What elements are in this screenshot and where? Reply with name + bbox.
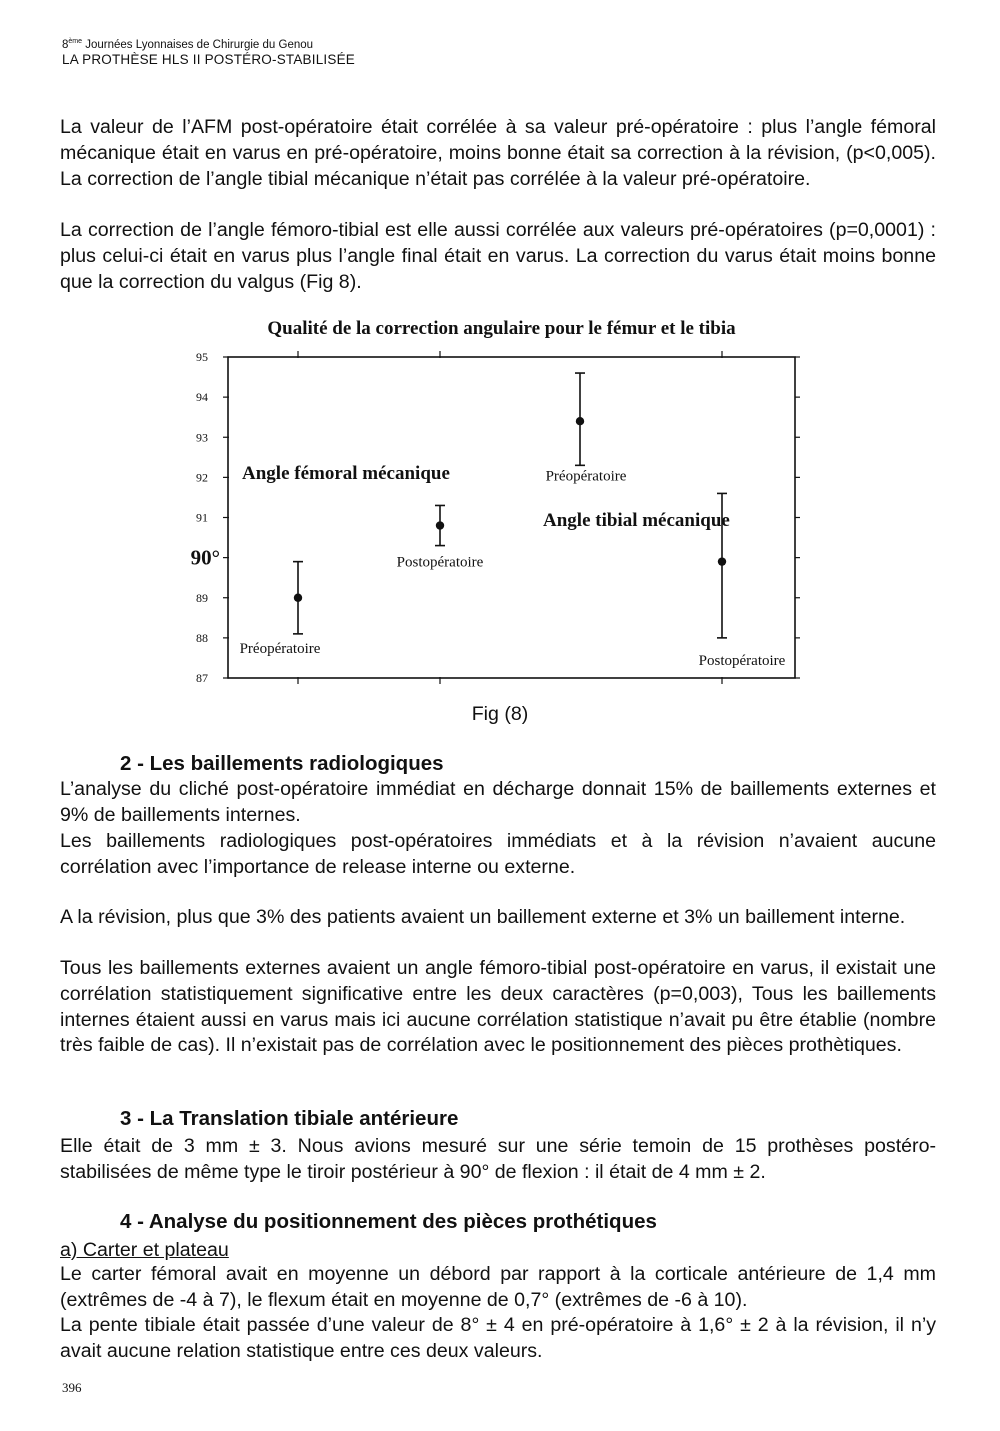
y-tick-label: 95 bbox=[196, 350, 208, 364]
y-tick-label: 92 bbox=[196, 470, 208, 485]
section-2-paragraph-3: A la révision, plus que 3% des patients avaient un baillement externe et 3% un baillement interne. bbox=[60, 906, 906, 928]
mean-point bbox=[294, 594, 302, 602]
point-label: Préopératoire bbox=[239, 640, 321, 657]
section-4-heading: 4 - Analyse du positionnement des pièces prothétiques bbox=[120, 1210, 657, 1233]
mean-point bbox=[576, 417, 584, 425]
chapter-title: LA PROTHÈSE HLS II POSTÉRO-STABILISÉE bbox=[62, 52, 355, 68]
group-label-femoral: Angle fémoral mécanique bbox=[242, 463, 450, 484]
section-4-paragraph-1: Le carter fémoral avait en moyenne un débord par rapport à la corticale antérieure de 1,4 mm (extrêmes de -4 à 7), le flexum était en moyenne de 0,7° (extrêmes de -6 à 10). bbox=[60, 1263, 936, 1311]
group-label-tibial: Angle tibial mécanique bbox=[543, 510, 730, 531]
y-tick-label: 94 bbox=[196, 390, 208, 405]
page-number: 396 bbox=[62, 1380, 82, 1395]
conference-title: Journées Lyonnaises de Chirurgie du Genou bbox=[82, 39, 314, 51]
point-label: Postopératoire bbox=[396, 554, 484, 571]
section-2-paragraph-4: Tous les baillements externes avaient un angle fémoro-tibial post-opératoire en varus, il existait une corrélation statistiquement significative entre les deux caractères (p=0,003), Tous les baillements internes étaient aussi en varus mais ici aucune corrélation statistique n’avait pu être établie (nombre très faible de cas). Il n’existait pas de corrélation avec le positionnement des pièces prothètiques. bbox=[60, 957, 936, 1057]
section-3-heading: 3 - La Translation tibiale antérieure bbox=[120, 1107, 459, 1130]
conference-name bbox=[62, 38, 355, 52]
figure-8-chart bbox=[150, 314, 850, 694]
y-tick-label: 90° bbox=[190, 545, 220, 570]
subsection-a-heading: a) Carter et plateau bbox=[60, 1239, 229, 1261]
y-tick-label: 87 bbox=[196, 671, 208, 685]
point-label: Préopératoire bbox=[545, 468, 627, 485]
y-tick-label: 88 bbox=[196, 630, 208, 645]
y-tick-label: 91 bbox=[196, 510, 208, 525]
section-3-paragraph-1: Elle était de 3 mm ± 3. Nous avions mesuré sur une série temoin de 15 prothèses postéro-stabilisées de même type le tiroir postérieur à 90° de flexion : il était de 4 mm ± 2. bbox=[60, 1135, 936, 1183]
mean-point bbox=[718, 557, 726, 565]
chart-title: Qualité de la correction angulaire pour le fémur et le tibia bbox=[267, 318, 736, 339]
point-label: Postopératoire bbox=[698, 652, 786, 669]
intro-paragraph-2: La correction de l’angle fémoro-tibial est elle aussi corrélée aux valeurs pré-opératoires (p=0,0001) : plus celui-ci était en varus plus l’angle final était en varus. La correction du varus était moins bonne que la correction du valgus (Fig 8). bbox=[60, 219, 936, 293]
mean-point bbox=[436, 521, 444, 529]
section-2-paragraph-1: L’analyse du cliché post-opératoire immédiat en décharge donnait 15% de baillements externes et 9% de baillements internes. bbox=[60, 778, 936, 826]
section-2-paragraph-2: Les baillements radiologiques post-opératoires immédiats et à la révision n’avaient aucune corrélation avec l’importance de release interne ou externe. bbox=[60, 830, 936, 878]
figure-caption: Fig (8) bbox=[471, 703, 529, 725]
section-2-heading: 2 - Les baillements radiologiques bbox=[120, 752, 444, 775]
y-tick-label: 89 bbox=[196, 590, 208, 605]
intro-paragraph-1: La valeur de l’AFM post-opératoire était corrélée à sa valeur pré-opératoire : plus l’angle fémoral mécanique était en varus en pré-opératoire, moins bonne était sa correction à la révision, (p<0,005). La correction de l’angle tibial mécanique n’était pas corrélée à la valeur pré-opératoire. bbox=[60, 116, 936, 190]
running-header bbox=[62, 38, 355, 69]
section-4-paragraph-2: La pente tibiale était passée d’une valeur de 8° ± 4 en pré-opératoire à 1,6° ± 2 à la révision, il n’y avait aucune relation statistique entre ces deux valeurs. bbox=[60, 1314, 936, 1362]
y-tick-label: 93 bbox=[196, 430, 208, 445]
edition-number: 8 bbox=[62, 39, 69, 51]
edition-suffix: ème bbox=[68, 38, 83, 46]
